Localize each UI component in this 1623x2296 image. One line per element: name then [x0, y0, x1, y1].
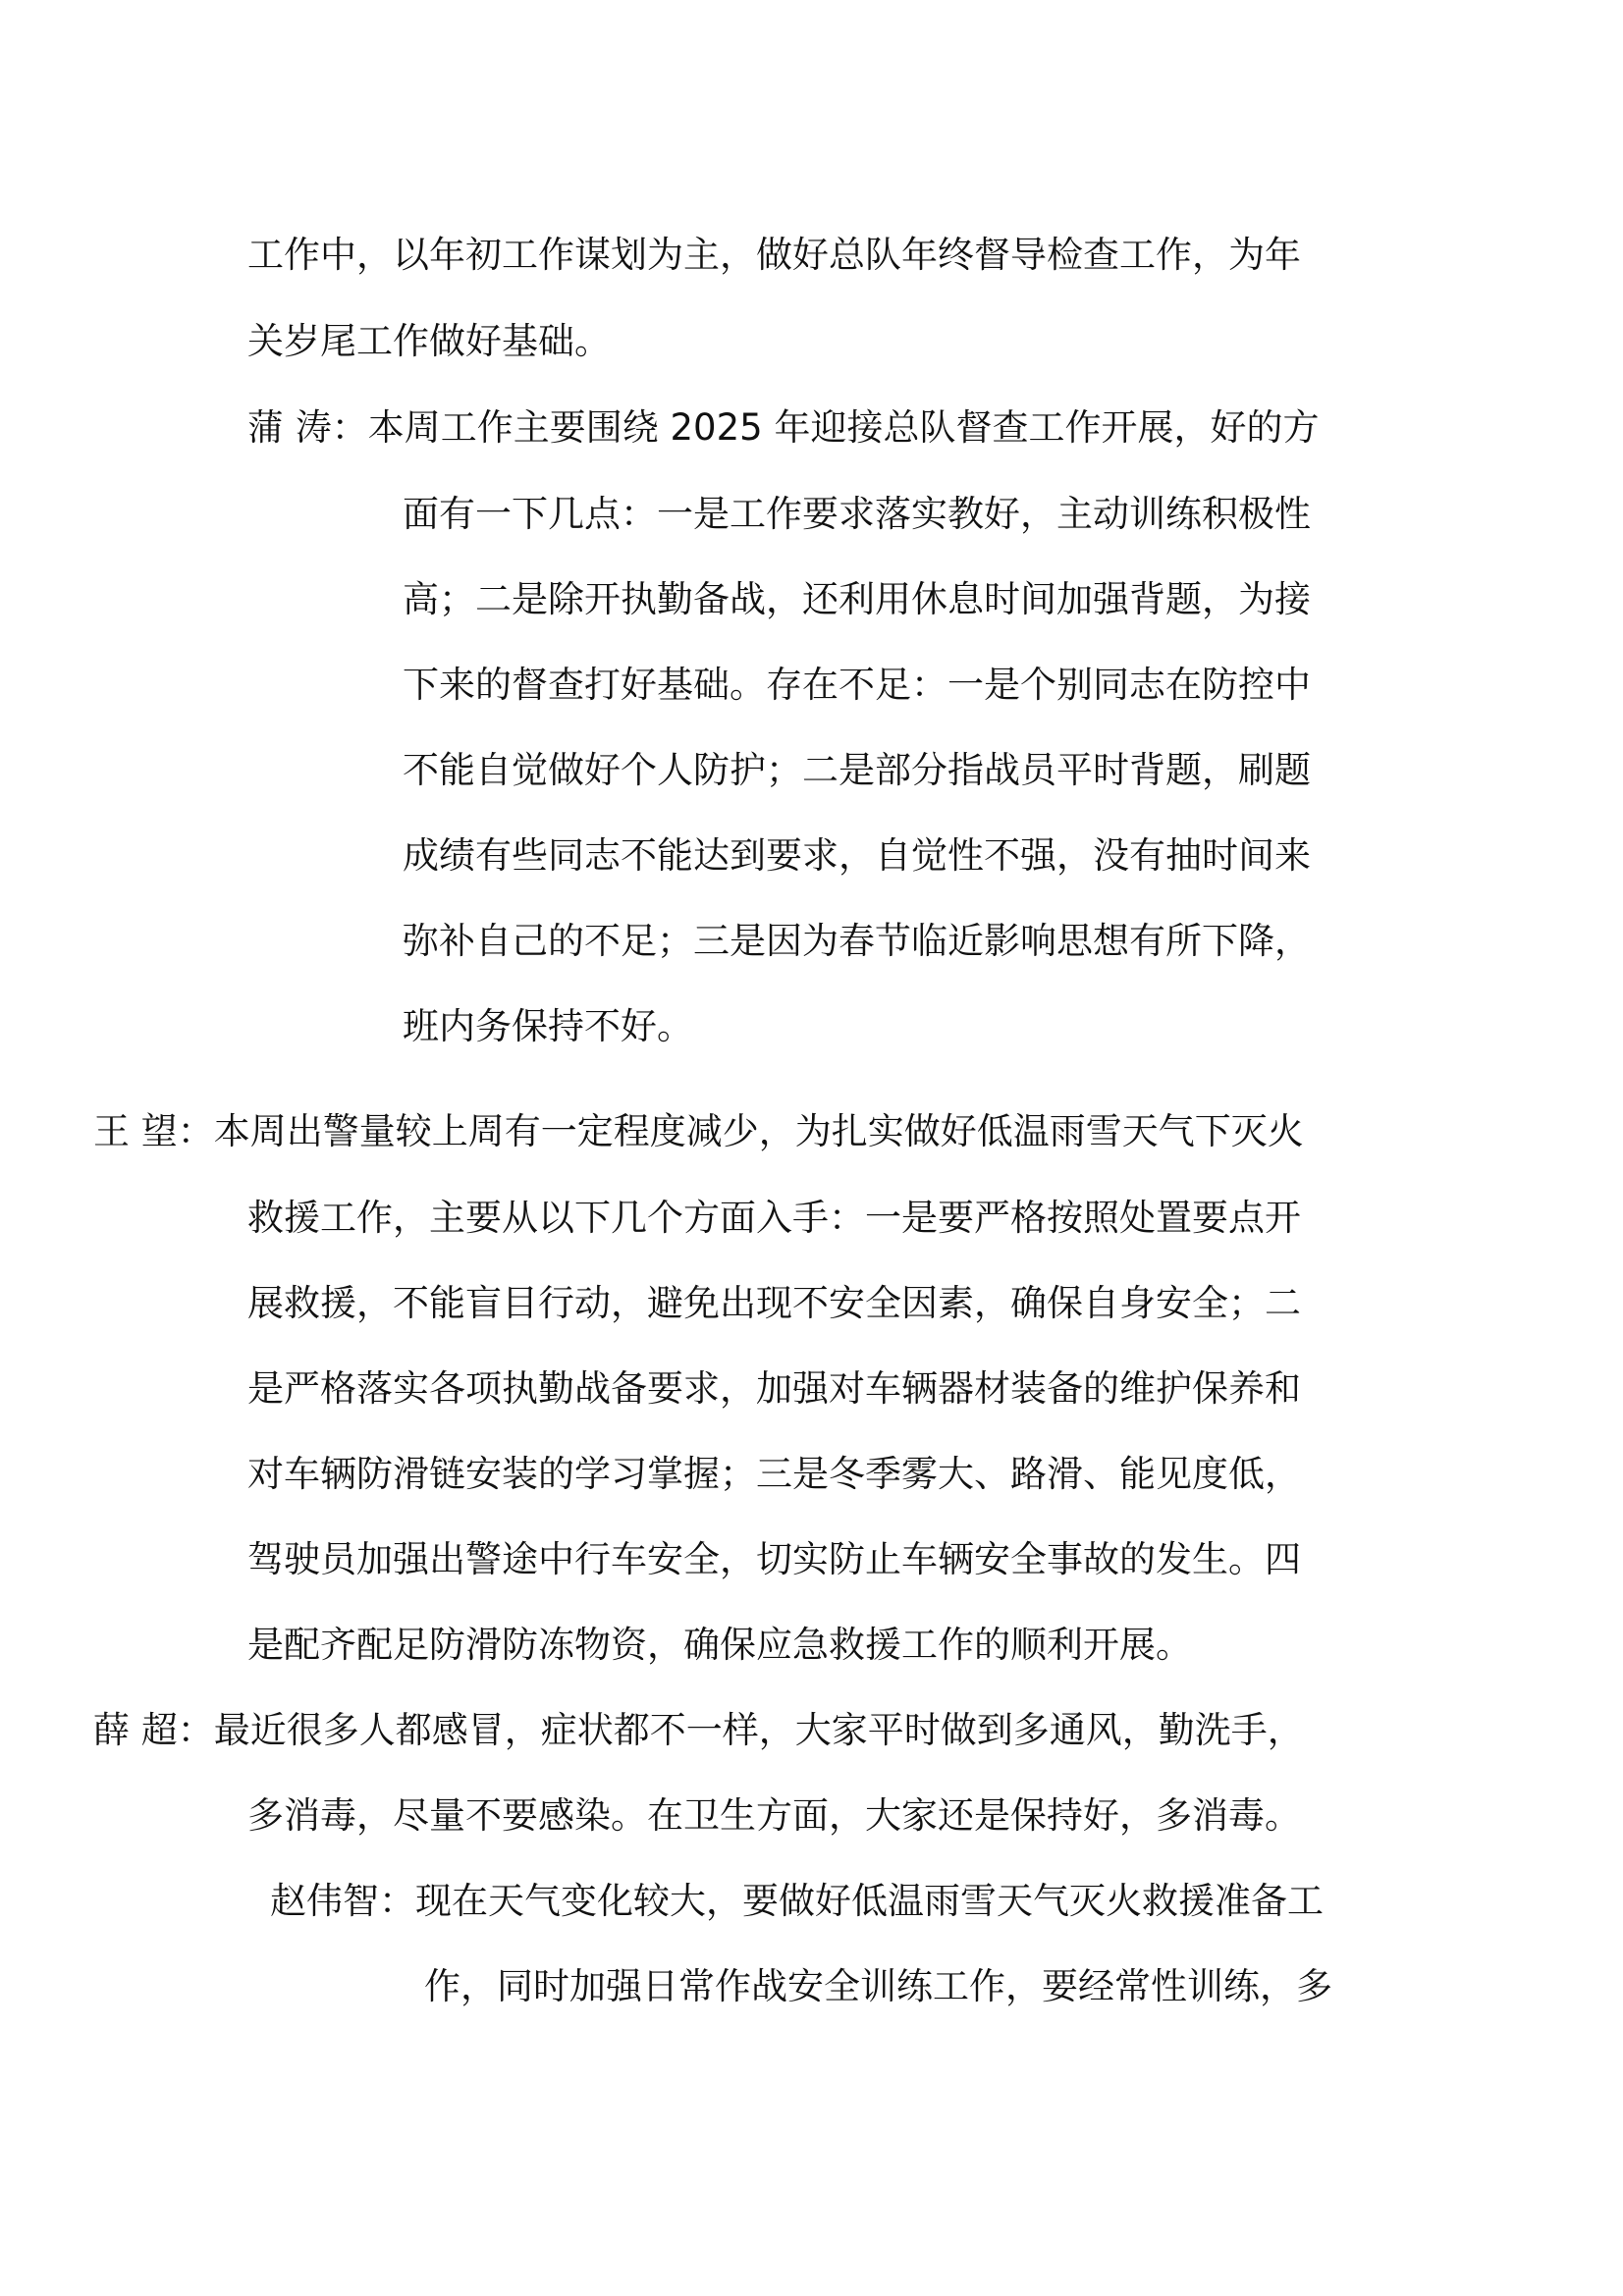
entry-2-line-3: 是严格落实各项执勤战备要求，加强对车辆器材装备的维护保养和	[247, 1367, 1301, 1410]
entry-2-line-6: 是配齐配足防滑防冻物资，确保应急救援工作的顺利开展。	[247, 1624, 1192, 1666]
entry-2-line-5: 驾驶员加强出警途中行车安全，切实防止车辆安全事故的发生。四	[247, 1538, 1301, 1580]
intro-line-1: 工作中，以年初工作谋划为主，做好总队年终督导检查工作，为年	[247, 234, 1301, 276]
entry-2-line-2: 展救援，不能盲目行动，避免出现不安全因素，确保自身安全；二	[247, 1282, 1301, 1324]
entry-1-line-1: 面有一下几点：一是工作要求落实教好，主动训练积极性	[403, 493, 1311, 535]
entry-2-line-4: 对车辆防滑链安装的学习掌握；三是冬季雾大、路滑、能见度低，	[247, 1453, 1301, 1495]
entry-1-line-6: 弥补自己的不足；三是因为春节临近影响思想有所下降，	[403, 920, 1311, 962]
entry-1-line-7: 班内务保持不好。	[403, 1005, 693, 1047]
entry-1-line-4: 不能自觉做好个人防护；二是部分指战员平时背题，刷题	[403, 749, 1311, 791]
entry-3-line-1: 多消毒，尽量不要感染。在卫生方面，大家还是保持好，多消毒。	[247, 1794, 1301, 1837]
speaker-line-wang-wang: 王 望：本周出警量较上周有一定程度减少，为扎实做好低温雨雪天气下灭火	[93, 1110, 1304, 1152]
entry-4-line-1: 作，同时加强日常作战安全训练工作，要经常性训练，多	[424, 1965, 1332, 2007]
speaker-line-pu-tao: 蒲 涛：本周工作主要围绕 2025 年迎接总队督查工作开展，好的方	[247, 406, 1320, 449]
intro-line-2: 关岁尾工作做好基础。	[247, 320, 611, 362]
entry-1-line-2: 高；二是除开执勤备战，还利用休息时间加强背题，为接	[403, 578, 1311, 620]
entry-1-line-5: 成绩有些同志不能达到要求，自觉性不强，没有抽时间来	[403, 834, 1311, 877]
speaker-line-zhao-weizhi: 赵伟智：现在天气变化较大，要做好低温雨雪天气灭火救援准备工	[270, 1880, 1324, 1922]
speaker-line-xue-chao: 薛 超：最近很多人都感冒，症状都不一样，大家平时做到多通风，勤洗手，	[93, 1709, 1304, 1751]
entry-1-line-3: 下来的督查打好基础。存在不足：一是个别同志在防控中	[403, 664, 1311, 706]
entry-2-line-1: 救援工作，主要从以下几个方面入手：一是要严格按照处置要点开	[247, 1197, 1301, 1239]
